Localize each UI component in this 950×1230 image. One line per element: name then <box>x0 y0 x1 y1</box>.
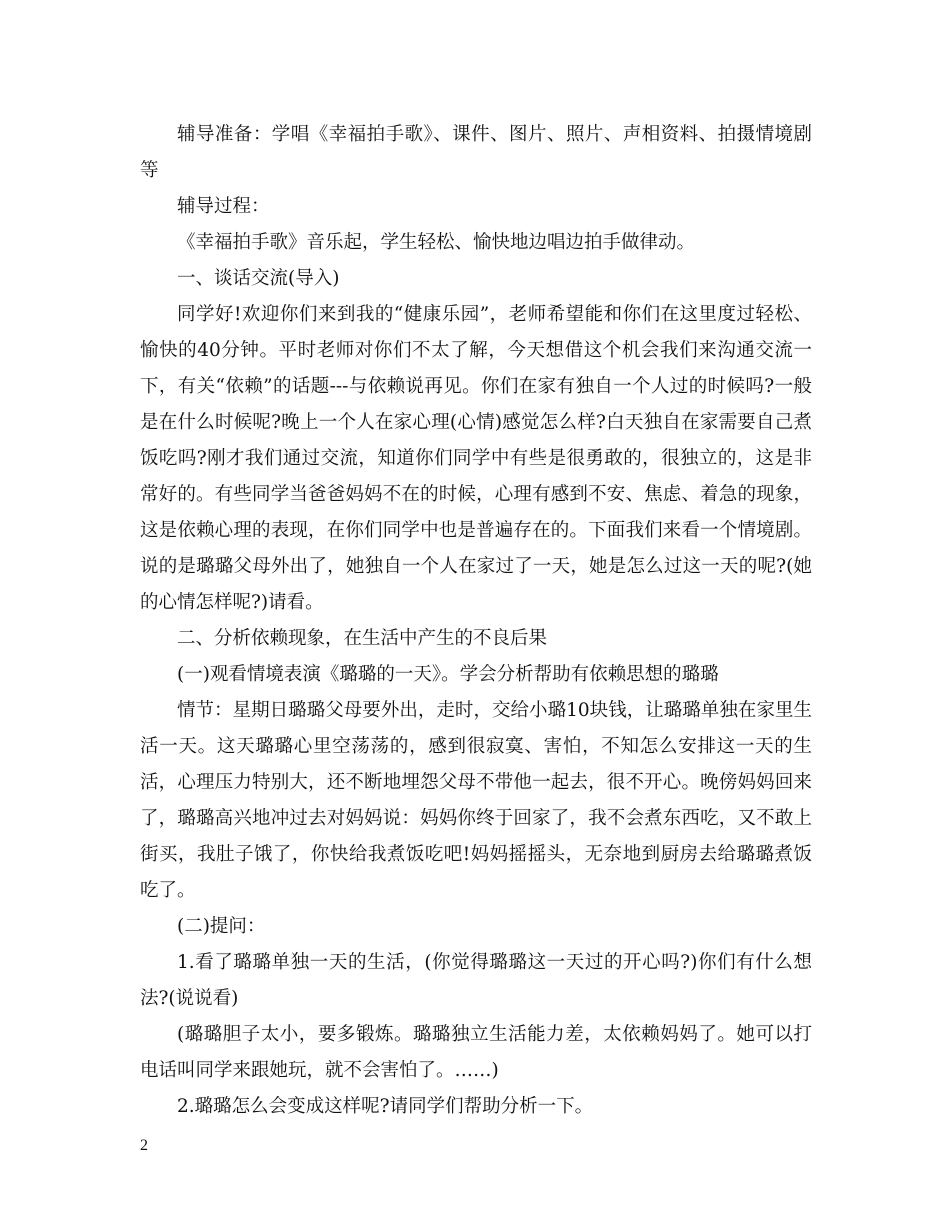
question-1: 1.看了璐璐单独一天的生活，(你觉得璐璐这一天过的开心吗?)你们有什么想法?(说说看) <box>140 952 812 1009</box>
subsection-heading-2: (二)提问： <box>177 916 266 937</box>
section-heading-1: 一、谈话交流(导入) <box>177 268 340 289</box>
paragraph-greeting: 同学好!欢迎你们来到我的“健康乐园”，老师希望能和你们在这里度过轻松、愉快的40分钟。平时老师对你们不太了解，今天想借这个机会我们来沟通交流一下，有关“依赖”的话题---与依赖说再见。你们在家有独自一个人过的时候吗?一般是在什么时候呢?晚上一个人在家心理(心情)感觉怎么样?白天独自在家需要自己煮饭吃吗?刚才我们通过交流，知道你们同学中有些是很勇敢的，很独立的，这是非常好的。有些同学当爸爸妈妈不在的时候，心理有感到不安、焦虑、着急的现象，这是依赖心理的表现，在你们同学中也是普遍存在的。下面我们来看一个情境剧。说的是璐璐父母外出了，她独自一个人在家过了一天，她是怎么过这一天的呢?(她的心情怎样呢?)请看。 <box>140 304 812 613</box>
section-heading-2: 二、分析依赖现象，在生活中产生的不良后果 <box>177 628 548 649</box>
paragraph-music-intro: 《幸福拍手歌》音乐起，学生轻松、愉快地边唱边拍手做律动。 <box>177 232 696 253</box>
subsection-heading-1: (一)观看情境表演《璐璐的一天》。学会分析帮助有依赖思想的璐璐 <box>177 664 719 685</box>
document-body <box>140 117 812 1125</box>
paragraph-process-heading: 辅导过程： <box>177 196 270 217</box>
page-number: 2 <box>140 1137 148 1154</box>
paragraph-preparation: 辅导准备：学唱《幸福拍手歌》、课件、图片、照片、声相资料、拍摄情境剧等 <box>140 124 812 181</box>
answer-1: (璐璐胆子太小，要多锻炼。璐璐独立生活能力差，太依赖妈妈了。她可以打电话叫同学来跟她玩，就不会害怕了。……) <box>140 1024 812 1081</box>
question-2: 2.璐璐怎么会变成这样呢?请同学们帮助分析一下。 <box>177 1096 594 1117</box>
paragraph-plot: 情节：星期日璐璐父母要外出，走时，交给小璐10块钱，让璐璐单独在家里生活一天。这天璐璐心里空荡荡的，感到很寂寞、害怕，不知怎么安排这一天的生活，心理压力特别大，还不断地埋怨父母不带他一起去，很不开心。晚傍妈妈回来了，璐璐高兴地冲过去对妈妈说：妈妈你终于回家了，我不会煮东西吃，又不敢上街买，我肚子饿了，你快给我煮饭吃吧!妈妈摇摇头，无奈地到厨房去给璐璐煮饭吃了。 <box>140 700 812 901</box>
